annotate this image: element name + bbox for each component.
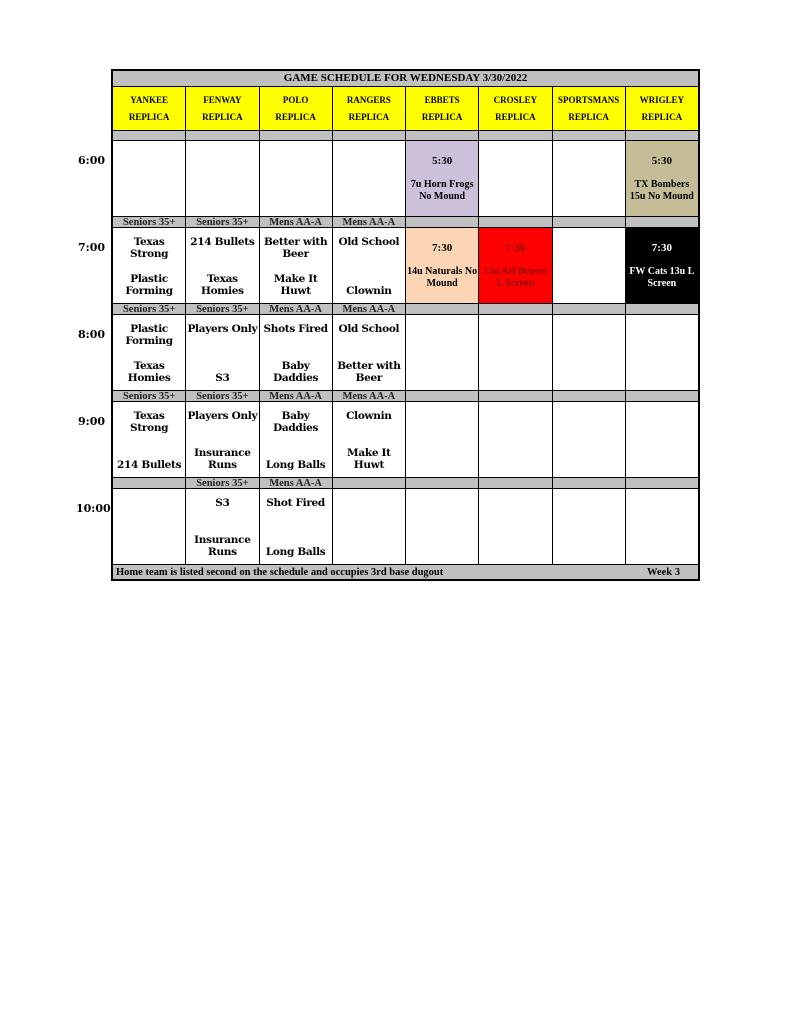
division-label: Mens AA-A: [333, 304, 406, 315]
home-team: Make It Huwt: [347, 447, 391, 471]
home-team: Long Balls: [265, 546, 326, 558]
schedule-title: GAME SCHEDULE FOR WEDNESDAY 3/30/2022: [113, 71, 698, 87]
field-header: [406, 87, 479, 131]
game-cell: [113, 315, 186, 391]
away-team: Texas Strong: [130, 410, 169, 434]
division-label: [553, 217, 626, 228]
field-header: [186, 87, 259, 131]
game-cell: [479, 402, 552, 478]
time-slot-row: [113, 489, 698, 565]
division-label: Seniors 35+: [113, 217, 186, 228]
game-cell: [479, 489, 552, 565]
week-label: Week 3: [647, 566, 680, 578]
away-team: Clownin: [346, 410, 392, 422]
field-name: POLO: [282, 94, 309, 105]
division-label: Seniors 35+: [186, 217, 259, 228]
game-cell: [333, 315, 406, 391]
away-team: Better with Beer: [263, 236, 328, 260]
division-label: [626, 304, 698, 315]
division-label: [479, 217, 552, 228]
division-label: Mens AA-A: [260, 304, 333, 315]
schedule-table: [111, 69, 700, 581]
division-row: [113, 131, 698, 141]
game-cell: [186, 141, 259, 217]
division-label: [553, 478, 626, 489]
game-description: 13u Arl Braves L Screen: [483, 265, 548, 289]
field-header: [113, 87, 186, 131]
game-description: 7u Horn Frogs No Mound: [410, 178, 474, 202]
time-slot-row: [113, 141, 698, 217]
division-row: [113, 217, 698, 228]
division-label: [479, 131, 552, 141]
division-label: [333, 478, 406, 489]
game-cell: [406, 402, 479, 478]
game-cell: [113, 141, 186, 217]
division-label: [626, 391, 698, 402]
game-cell: [479, 315, 552, 391]
time-slot-row: [113, 402, 698, 478]
time-label: 8:00: [78, 328, 106, 341]
game-cell: [186, 402, 259, 478]
field-subtitle: REPLICA: [275, 112, 316, 123]
game-cell: [406, 489, 479, 565]
field-header: [260, 87, 333, 131]
game-time: 7:30: [432, 241, 453, 254]
away-team: Baby Daddies: [273, 410, 319, 434]
division-label: [553, 304, 626, 315]
game-cell: [406, 228, 479, 304]
game-cell: [553, 228, 626, 304]
game-cell: [553, 402, 626, 478]
away-team: Shots Fired: [263, 323, 328, 335]
home-team: Texas Homies: [127, 360, 171, 384]
division-label: [479, 391, 552, 402]
game-cell: [260, 402, 333, 478]
schedule-footer: [113, 565, 698, 579]
division-label: Mens AA-A: [260, 391, 333, 402]
game-time: 5:30: [651, 154, 672, 167]
home-team: Insurance Runs: [194, 447, 251, 471]
division-label: [186, 131, 259, 141]
game-cell: [553, 141, 626, 217]
division-row: [113, 478, 698, 489]
field-header: [479, 87, 552, 131]
game-cell: [479, 228, 552, 304]
division-label: [406, 304, 479, 315]
division-label: [479, 304, 552, 315]
home-team: Make It Huwt: [273, 273, 318, 297]
home-team: Texas Homies: [200, 273, 244, 297]
field-subtitle: REPLICA: [568, 112, 609, 123]
game-cell: [260, 141, 333, 217]
field-header: [333, 87, 406, 131]
game-cell: [333, 141, 406, 217]
game-cell: [260, 315, 333, 391]
division-row: [113, 391, 698, 402]
division-label: [406, 478, 479, 489]
field-name: RANGERS: [346, 94, 391, 105]
home-team: S3: [215, 372, 230, 384]
home-team: 214 Bullets: [117, 459, 182, 471]
time-slot-row: [113, 315, 698, 391]
game-cell: [626, 402, 698, 478]
time-label: 7:00: [78, 241, 106, 254]
away-team: Players Only: [187, 410, 258, 422]
home-team: Better with Beer: [337, 360, 401, 384]
game-cell: [626, 315, 698, 391]
division-label: [626, 217, 698, 228]
field-subtitle: REPLICA: [202, 112, 243, 123]
division-label: [113, 478, 186, 489]
field-name: SPORTSMANS: [558, 94, 620, 105]
division-label: [406, 217, 479, 228]
game-cell: [553, 489, 626, 565]
field-header: [553, 87, 626, 131]
game-cell: [113, 402, 186, 478]
away-team: S3: [215, 497, 230, 509]
game-description: TX Bombers 15u No Mound: [629, 178, 694, 202]
away-team: Texas Strong: [130, 236, 169, 260]
division-label: [479, 478, 552, 489]
game-cell: [406, 315, 479, 391]
division-label: Seniors 35+: [113, 391, 186, 402]
division-label: Seniors 35+: [113, 304, 186, 315]
game-cell: [260, 228, 333, 304]
division-label: Mens AA-A: [333, 391, 406, 402]
time-label: 9:00: [78, 415, 106, 428]
game-cell: [333, 489, 406, 565]
game-description: 14u Naturals No Mound: [407, 265, 478, 289]
division-label: [406, 391, 479, 402]
game-cell: [260, 489, 333, 565]
game-time: 7:30: [651, 241, 672, 254]
division-label: Seniors 35+: [186, 304, 259, 315]
division-label: Mens AA-A: [333, 217, 406, 228]
field-subtitle: REPLICA: [641, 112, 683, 123]
game-cell: [333, 228, 406, 304]
field-subtitle: REPLICA: [495, 112, 536, 123]
field-name: WRIGLEY: [639, 94, 685, 105]
game-time: 5:30: [432, 154, 453, 167]
field-subtitle: REPLICA: [421, 112, 463, 123]
game-cell: [113, 228, 186, 304]
division-label: [553, 131, 626, 141]
time-label: 10:00: [76, 502, 111, 515]
home-team: Baby Daddies: [273, 360, 319, 384]
game-cell: [626, 489, 698, 565]
division-label: [406, 131, 479, 141]
home-team: Long Balls: [265, 459, 326, 471]
schedule-body: [113, 131, 698, 565]
game-cell: [186, 489, 259, 565]
division-label: [553, 391, 626, 402]
game-cell: [553, 315, 626, 391]
game-time: 7:30: [505, 241, 526, 254]
field-name: YANKEE: [130, 94, 168, 105]
division-label: Mens AA-A: [260, 478, 333, 489]
division-label: Seniors 35+: [186, 478, 259, 489]
game-cell: [186, 228, 259, 304]
field-header: [626, 87, 698, 131]
game-description: FW Cats 13u L Screen: [629, 265, 695, 289]
field-name: EBBETS: [424, 94, 460, 105]
home-team: Insurance Runs: [194, 534, 251, 558]
division-label: [333, 131, 406, 141]
field-name: CROSLEY: [493, 94, 538, 105]
game-cell: [626, 141, 698, 217]
time-slot-row: [113, 228, 698, 304]
away-team: 214 Bullets: [190, 236, 255, 248]
field-header-row: [113, 87, 698, 131]
game-cell: [479, 141, 552, 217]
field-subtitle: REPLICA: [128, 112, 170, 123]
home-team: Plastic Forming: [125, 273, 173, 297]
division-label: Seniors 35+: [186, 391, 259, 402]
away-team: Old School: [338, 323, 400, 335]
division-label: [626, 478, 698, 489]
time-label: 6:00: [78, 154, 106, 167]
game-cell: [113, 489, 186, 565]
division-label: Mens AA-A: [260, 217, 333, 228]
game-cell: [333, 402, 406, 478]
division-label: [626, 131, 698, 141]
division-label: [260, 131, 333, 141]
game-cell: [626, 228, 698, 304]
away-team: Old School: [338, 236, 400, 248]
away-team: Shot Fired: [266, 497, 325, 509]
home-team: Clownin: [346, 285, 392, 297]
division-row: [113, 304, 698, 315]
game-cell: [406, 141, 479, 217]
field-subtitle: REPLICA: [348, 112, 390, 123]
away-team: Players Only: [187, 323, 258, 335]
field-name: FENWAY: [203, 94, 242, 105]
division-label: [113, 131, 186, 141]
away-team: Plastic Forming: [125, 323, 173, 347]
footer-note: Home team is listed second on the schedule and occupies 3rd base dugout: [116, 566, 444, 578]
game-cell: [186, 315, 259, 391]
